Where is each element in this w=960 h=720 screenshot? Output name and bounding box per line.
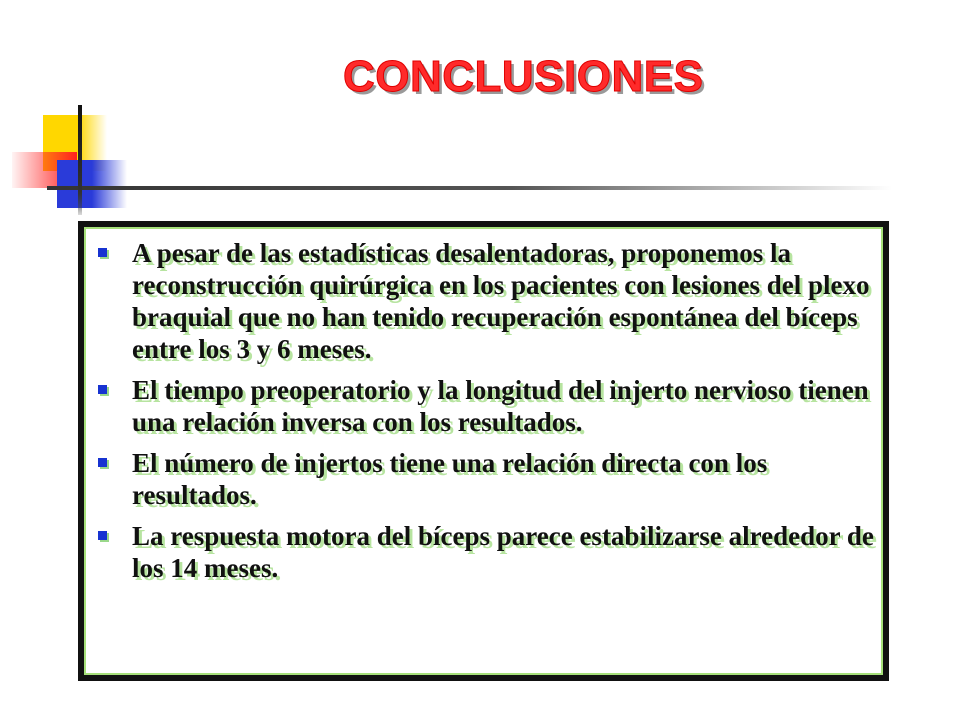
list-item-text: A pesar de las estadísticas desalentadoras, proponemos la reconstrucción quirúrgica en los pacientes con lesiones del plexo braquial que no han tenido recuperación espontánea del bíceps entre los 3 y 6 meses. — [132, 238, 870, 364]
decorative-horizontal-line — [47, 186, 892, 190]
slide-title: CONCLUSIONES — [343, 52, 704, 101]
square-bullet-icon — [98, 531, 107, 540]
list-item — [92, 237, 882, 365]
list-item-text: La respuesta motora del bíceps parece estabilizarse alrededor de los 14 meses. — [132, 521, 874, 583]
decorative-vertical-line — [78, 105, 82, 215]
list-item — [92, 374, 882, 438]
list-item-text: El número de injertos tiene una relación directa con los resultados. — [132, 448, 768, 510]
list-item — [92, 520, 882, 584]
square-bullet-icon — [98, 385, 107, 394]
square-bullet-icon — [98, 248, 107, 257]
square-bullet-icon — [98, 458, 107, 467]
list-item-text: El tiempo preoperatorio y la longitud del injerto nervioso tienen una relación inversa con los resultados. — [132, 375, 869, 437]
decorative-blue-square — [57, 160, 127, 208]
list-item — [92, 447, 882, 511]
conclusions-box — [78, 221, 889, 681]
conclusions-list — [92, 237, 882, 593]
